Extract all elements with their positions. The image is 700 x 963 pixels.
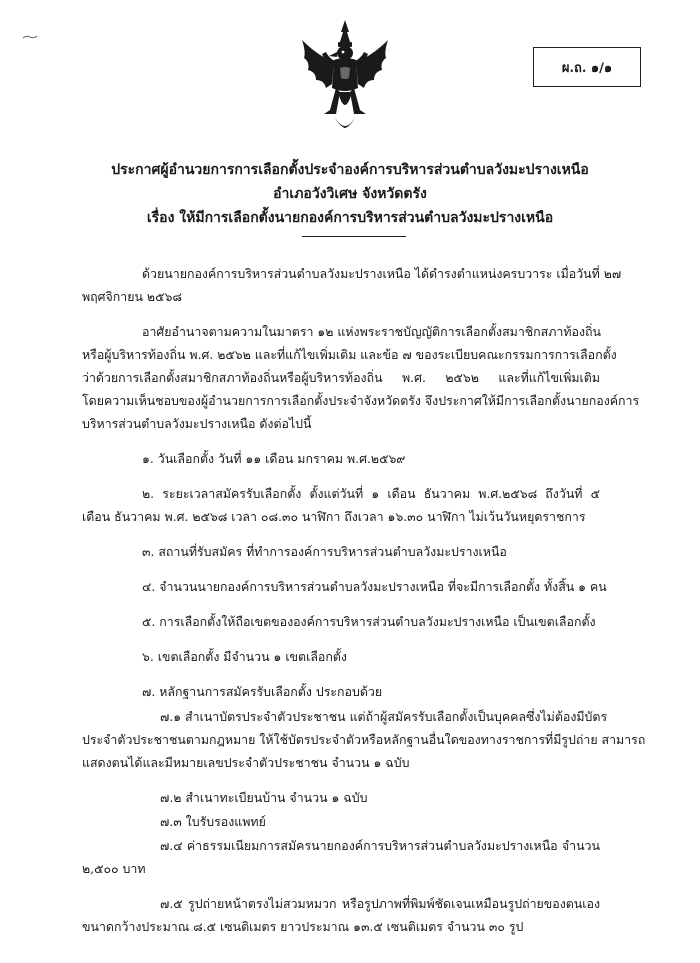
paragraph-1-line-2: พฤศจิกายน ๒๕๖๘ [82,289,182,304]
title-line-1: ประกาศผู้อำนวยการการเลือกตั้งประจำองค์การบริหารส่วนตำบลวังมะปรางเหนือ [111,162,589,178]
item-3: ๓. สถานที่รับสมัคร ที่ทำการองค์การบริหารส่วนตำบลวังมะปรางเหนือ [142,544,507,559]
item-4: ๔. จำนวนนายกองค์การบริหารส่วนตำบลวังมะปรางเหนือ ที่จะมีการเลือกตั้ง ทั้งสิ้น ๑ คน [142,579,607,594]
subitem-7-2: ๗.๒ สำเนาทะเบียนบ้าน จำนวน ๑ ฉบับ [160,790,368,805]
title-line-3: เรื่อง ให้มีการเลือกตั้งนายกองค์การบริหารส่วนตำบลวังมะปรางเหนือ [146,210,554,226]
item-7: ๗. หลักฐานการสมัครรับเลือกตั้ง ประกอบด้วย [142,684,383,699]
paragraph-2-line-3: ว่าด้วยการเลือกตั้งสมาชิกสภาท้องถิ่นหรือผู้บริหารท้องถิ่น พ.ศ. ๒๕๖๒ และที่แก้ไขเพิ่มเติม [82,370,600,385]
item-5: ๕. การเลือกตั้งให้ถือเขตขององค์การบริหารส่วนตำบลวังมะปรางเหนือ เป็นเขตเลือกตั้ง [142,614,596,629]
garuda-emblem-icon [296,18,394,138]
paragraph-2-line-1: อาศัยอำนาจตามความในมาตรา ๑๒ แห่งพระราชบัญญัติการเลือกตั้งสมาชิกสภาท้องถิ่น [142,324,602,339]
announcement-titles [60,158,640,230]
title-line-2: อำเภอวังวิเศษ จังหวัดตรัง [273,186,427,202]
item-1: ๑. วันเลือกตั้ง วันที่ ๑๑ เดือน มกราคม พ.ศ.๒๕๖๙ [142,451,406,466]
subitem-7-5-line-2: ขนาดกว้างประมาณ ๘.๕ เซนติเมตร ยาวประมาณ ๑๓.๕ เซนติเมตร จำนวน ๓๐ รูป [82,919,524,934]
paragraph-2-line-5: บริหารส่วนตำบลวังมะปรางเหนือ ดังต่อไปนี้ [82,416,312,431]
paragraph-2-line-4: โดยความเห็นชอบของผู้อำนวยการการเลือกตั้งประจำจังหวัดตรัง จึงประกาศให้มีการเลือกตั้งนายกองค์การ [82,393,640,408]
scan-mark-icon [22,34,38,40]
subitem-7-5-line-1: ๗.๕ รูปถ่ายหน้าตรงไม่สวมหมวก หรือรูปภาพที่พิมพ์ชัดเจนเหมือนรูปถ่ายของตนเอง [160,896,600,911]
subitem-7-1-line-2: ประจำตัวประชาชนตามกฎหมาย ให้ใช้บัตรประจำตัวหรือหลักฐานอื่นใดของทางราชการที่มีรูปถ่าย สามารถ [82,732,646,747]
subitem-7-3: ๗.๓ ใบรับรองแพทย์ [160,814,266,829]
paragraph-2-line-2: หรือผู้บริหารท้องถิ่น พ.ศ. ๒๕๖๒ และที่แก้ไขเพิ่มเติม และข้อ ๗ ของระเบียบคณะกรรมการการเลือกตั้ง [82,347,617,362]
item-2-line-1: ๒. ระยะเวลาสมัครรับเลือกตั้ง ตั้งแต่วันที่ ๑ เดือน ธันวาคม พ.ศ.๒๕๖๘ ถึงวันที่ ๕ [142,486,600,501]
item-6: ๖. เขตเลือกตั้ง มีจำนวน ๑ เขตเลือกตั้ง [142,649,347,664]
subitem-7-4-line-2: ๒,๕๐๐ บาท [82,861,146,876]
paragraph-1-line-1: ด้วยนายกองค์การบริหารส่วนตำบลวังมะปรางเหนือ ได้ดำรงตำแหน่งครบวาระ เมื่อวันที่ ๒๗ [142,266,622,281]
subitem-7-1-line-3: แสดงตนได้และมีหมายเลขประจำตัวประชาชน จำนวน ๑ ฉบับ [82,755,410,770]
item-2-line-2: เดือน ธันวาคม พ.ศ. ๒๕๖๘ เวลา ๐๘.๓๐ นาฬิกา ถึงเวลา ๑๖.๓๐ นาฬิกา ไม่เว้นวันหยุดราชการ [82,509,586,524]
form-code-box [533,47,641,87]
subitem-7-4-line-1: ๗.๔ ค่าธรรมเนียมการสมัครนายกองค์การบริหารส่วนตำบลวังมะปรางเหนือ จำนวน [160,838,600,853]
subitem-7-1-line-1: ๗.๑ สำเนาบัตรประจำตัวประชาชน แต่ถ้าผู้สมัครรับเลือกตั้งเป็นบุคคลซึ่งไม่ต้องมีบัตร [160,709,608,724]
form-code-text: ผ.ถ. ๑/๑ [561,60,613,76]
title-divider [302,236,406,237]
